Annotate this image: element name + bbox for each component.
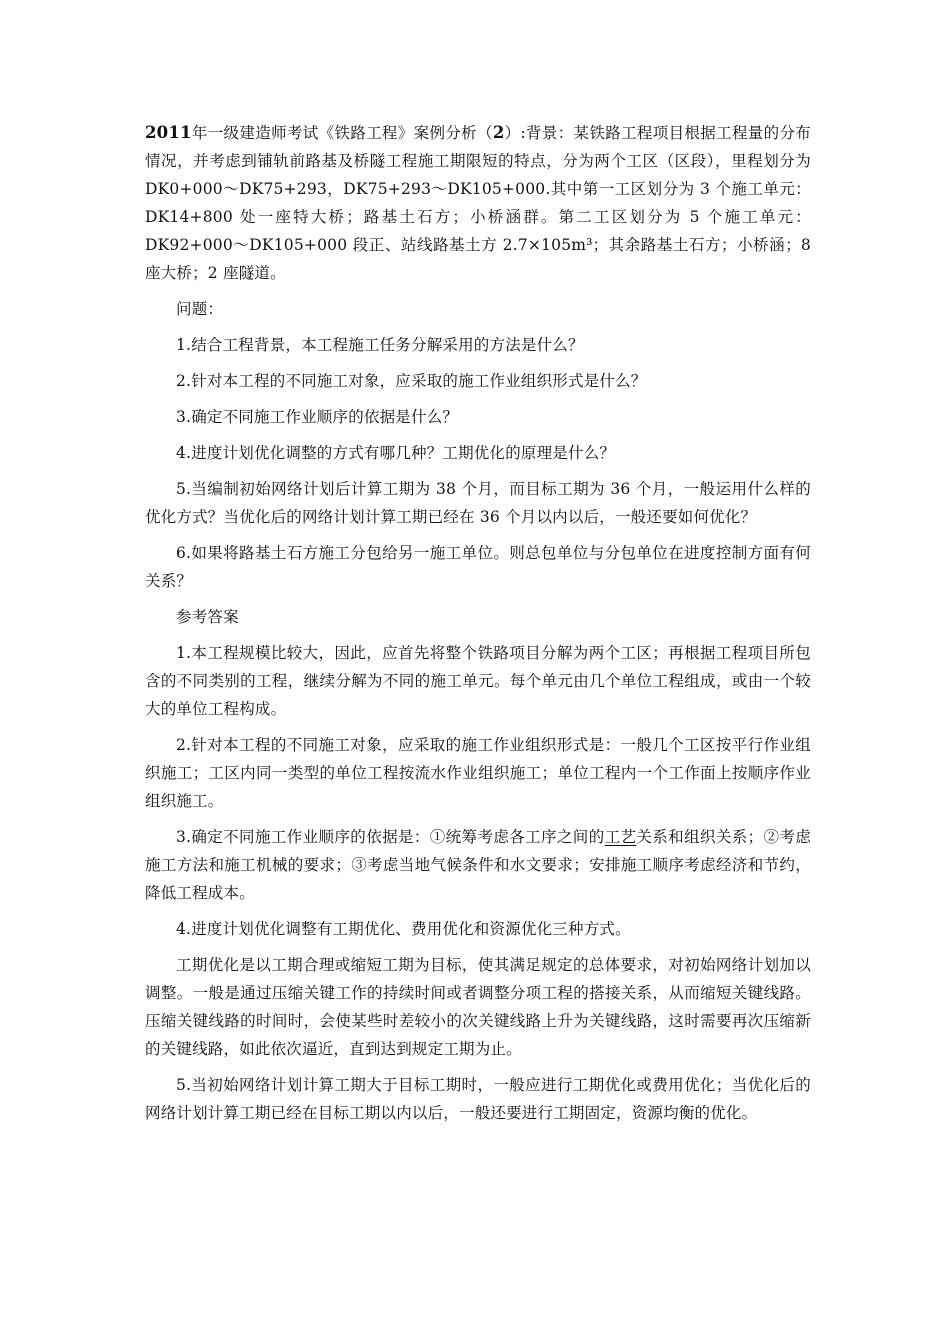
question-1: 1.结合工程背景，本工程施工任务分解采用的方法是什么？ [176, 336, 584, 354]
question-3: 3.确定不同施工作业顺序的依据是什么？ [176, 408, 459, 426]
title-number: 2 [492, 123, 505, 142]
questions-heading: 问题： [176, 300, 224, 318]
answer-1: 1.本工程规模比较大，因此，应首先将整个铁路项目分解为两个工区；再根据工程项目所包含的不同类别的工程，继续分解为不同的施工单元。每个单元由几个单位工程组成，或由一个较大的单位工程构成。 [145, 644, 811, 718]
answer-3-start: 3.确定不同施工作业顺序的依据是：①统筹考虑各工序之间的 [176, 828, 605, 846]
title-close: ） [504, 124, 521, 142]
question-2: 2.针对本工程的不同施工对象，应采取的施工作业组织形式是什么？ [176, 372, 647, 390]
answer-4-detail: 工期优化是以工期合理或缩短工期为目标，使其满足规定的总体要求，对初始网络计划加以调整。一般是通过压缩关键工作的持续时间或者调整分项工程的搭接关系，从而缩短关键线路。压缩关键线路的时间时，会使某些时差较小的次关键线路上升为关键线路，这时需要再次压缩新的关键线路，如此依次逼近，直到达到规定工期为止。 [145, 956, 811, 1058]
question-4: 4.进度计划优化调整的方式有哪几种？工期优化的原理是什么？ [176, 444, 616, 462]
question-6: 6.如果将路基土石方施工分包给另一施工单位。则总包单位与分包单位在进度控制方面有何关系？ [145, 544, 811, 590]
answer-5: 5.当初始网络计划计算工期大于目标工期时，一般应进行工期优化或费用优化；当优化后的网络计划计算工期已经在目标工期以内以后，一般还要进行工期固定，资源均衡的优化。 [145, 1076, 811, 1122]
answers-heading: 参考答案 [176, 608, 239, 626]
answer-3-underlined: 工艺 [604, 828, 637, 846]
intro-paragraph [145, 119, 811, 287]
answer-3 [145, 823, 811, 907]
document-page [145, 119, 811, 1127]
answer-3-end: 关系和组织关系；②考虑施工方法和施工机械的要求；③考虑当地气候条件和水文要求；安排施工顺序考虑经济和节约，降低工程成本。 [145, 828, 812, 902]
background-text: :背景：某铁路工程项目根据工程量的分布情况，并考虑到铺轨前路基及桥隧工程施工期限短的特点，分为两个工区（区段），里程划分为 DK0+000～DK75+293，DK75+293～DK105+000.其中第一工区划分为 3 个施工单元：DK14+800 处一座特大桥；路基土石方；小桥涵群。第二工区划分为 5 个施工单元：DK92+000～DK105+000 段正、站线路基土方 2.7×105m³；其余路基土石方；小桥涵；8 座大桥；2 座隧道。 [145, 124, 811, 282]
title-year: 2011 [145, 123, 192, 142]
question-5: 5.当编制初始网络计划后计算工期为 38 个月，而目标工期为 36 个月，一般运用什么样的优化方式？当优化后的网络计划计算工期已经在 36 个月以内以后，一般还要如何优化？ [145, 480, 811, 526]
answer-4: 4.进度计划优化调整有工期优化、费用优化和资源优化三种方式。 [176, 920, 631, 938]
title-text: 年一级建造师考试《铁路工程》案例分析（ [191, 124, 493, 142]
answer-2: 2.针对本工程的不同施工对象，应采取的施工作业组织形式是：一般几个工区按平行作业组织施工；工区内同一类型的单位工程按流水作业组织施工；单位工程内一个工作面上按顺序作业组织施工。 [145, 736, 811, 810]
